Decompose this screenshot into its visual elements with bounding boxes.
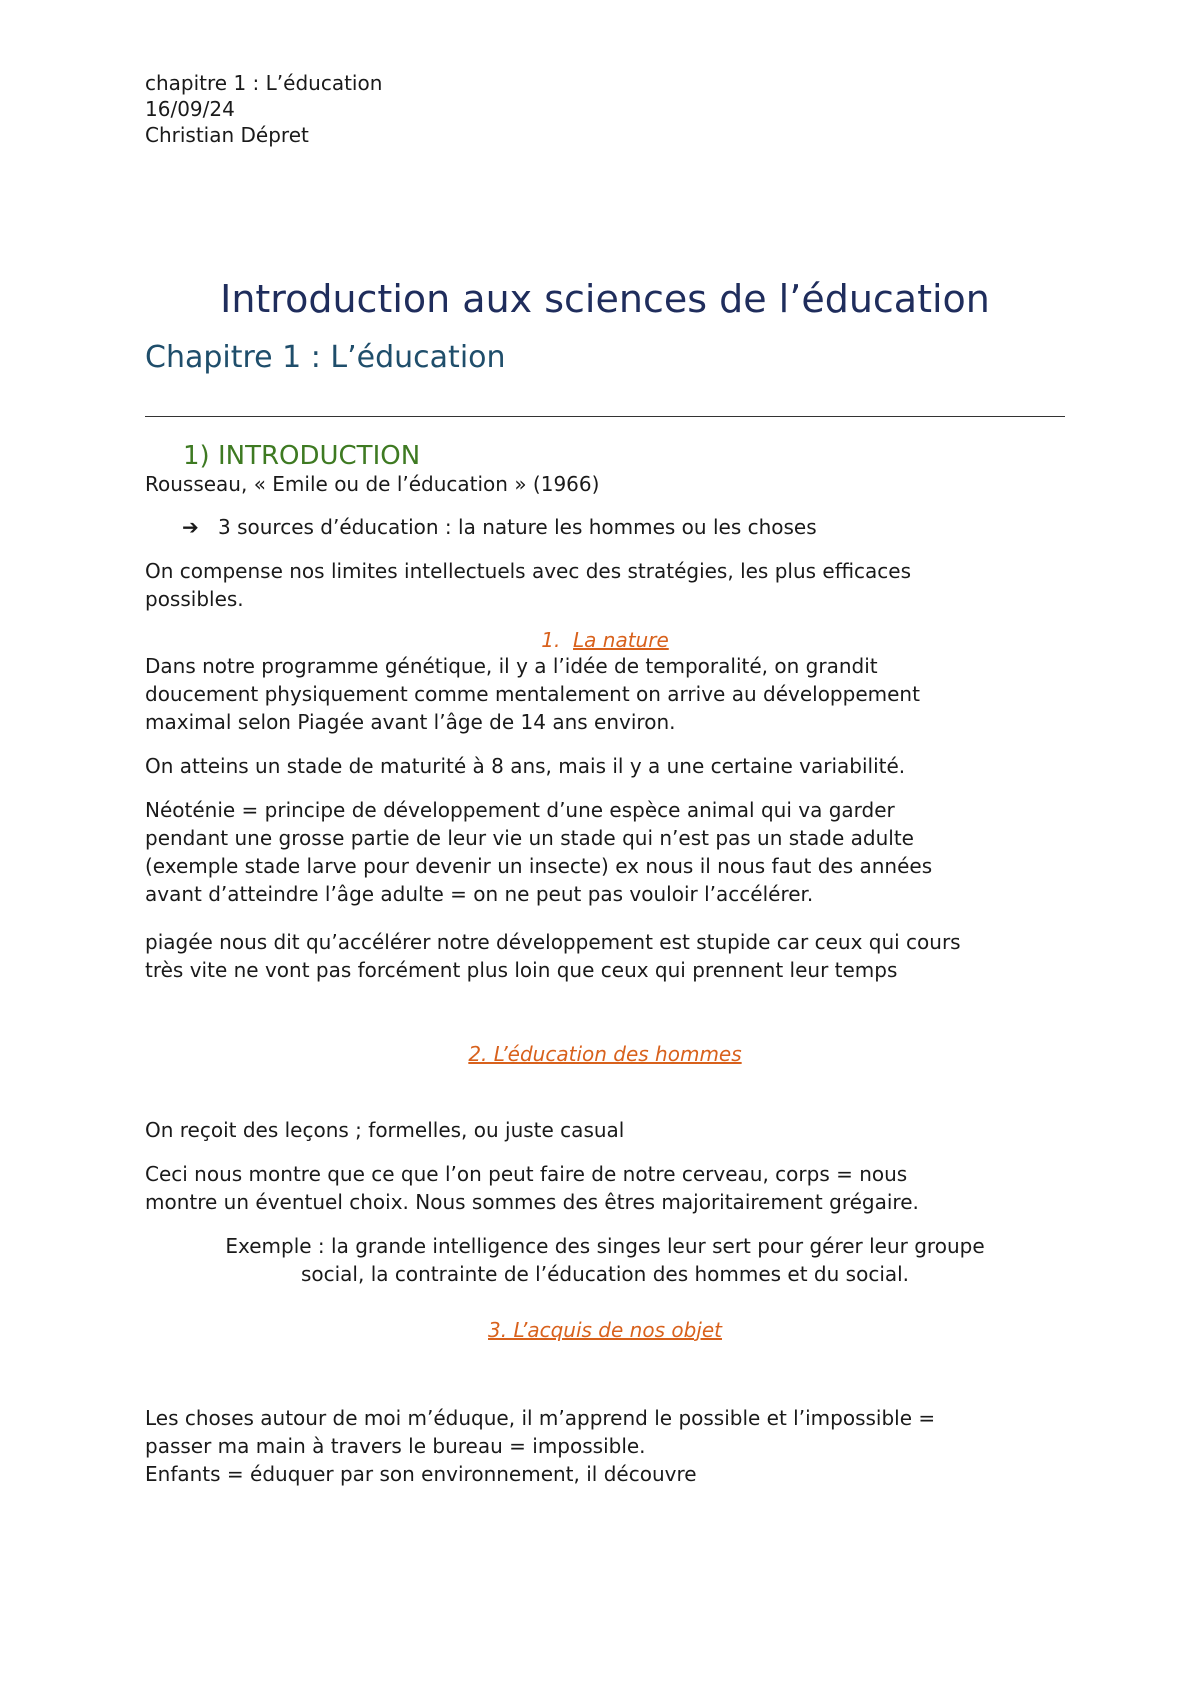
- subheading-la-nature: [145, 626, 1065, 654]
- text-line: Dans notre programme génétique, il y a l’idée de temporalité, on grandit: [145, 654, 878, 678]
- subheading-education-des-hommes: [145, 1040, 1065, 1068]
- text-line: possibles.: [145, 587, 244, 611]
- subheading-text: 3. L’acquis de nos objet: [488, 1318, 722, 1342]
- text-line: Les choses autour de moi m’éduque, il m’apprend le possible et l’impossible =: [145, 1406, 936, 1430]
- text-line: piagée nous dit qu’accélérer notre développement est stupide car ceux qui cours: [145, 930, 961, 954]
- hommes-paragraph-1: On reçoit des leçons ; formelles, ou juste casual: [145, 1118, 625, 1142]
- text-line: social, la contrainte de l’éducation des hommes et du social.: [300, 1262, 910, 1286]
- document-meta: [145, 70, 1065, 148]
- reference-line: Rousseau, « Emile ou de l’éducation » (1966): [145, 472, 600, 496]
- subheading-acquis-objets: [145, 1316, 1065, 1344]
- text-line: Exemple : la grande intelligence des singes leur sert pour gérer leur groupe: [225, 1234, 985, 1258]
- subheading-text: La nature: [573, 628, 669, 652]
- subheading-number: 1.: [541, 628, 561, 652]
- text-line: très vite ne vont pas forcément plus loin que ceux qui prennent leur temps: [145, 958, 898, 982]
- text-line: Enfants = éduquer par son environnement, il découvre: [145, 1462, 697, 1486]
- text-line: passer ma main à travers le bureau = impossible.: [145, 1434, 646, 1458]
- text-line: doucement physiquement comme mentalement on arrive au développement: [145, 682, 920, 706]
- text-line: avant d’atteindre l’âge adulte = on ne peut pas vouloir l’accélérer.: [145, 882, 814, 906]
- meta-chapter: chapitre 1 : L’éducation: [145, 71, 383, 95]
- horizontal-rule: [145, 416, 1065, 417]
- text-line: On compense nos limites intellectuels avec des stratégies, les plus efficaces: [145, 559, 912, 583]
- document-page: [145, 70, 1065, 1486]
- bullet-text: 3 sources d’éducation : la nature les hommes ou les choses: [218, 515, 817, 539]
- text-line: montre un éventuel choix. Nous sommes des êtres majoritairement grégaire.: [145, 1190, 919, 1214]
- text-line: (exemple stade larve pour devenir un insecte) ex nous il nous faut des années: [145, 854, 933, 878]
- nature-paragraph-2: On atteins un stade de maturité à 8 ans, mais il y a une certaine variabilité.: [145, 754, 906, 778]
- section-heading-introduction: 1) INTRODUCTION: [183, 441, 421, 471]
- text-line: Néoténie = principe de développement d’une espèce animal qui va garder: [145, 798, 895, 822]
- meta-author: Christian Dépret: [145, 123, 309, 147]
- bullet-item: [145, 513, 1065, 541]
- meta-date: 16/09/24: [145, 97, 235, 121]
- arrow-right-icon: ➔: [182, 515, 199, 539]
- text-line: Ceci nous montre que ce que l’on peut faire de notre cerveau, corps = nous: [145, 1162, 908, 1186]
- text-line: maximal selon Piagée avant l’âge de 14 ans environ.: [145, 710, 676, 734]
- document-title: Introduction aux sciences de l’éducation: [220, 277, 990, 321]
- text-line: pendant une grosse partie de leur vie un stade qui n’est pas un stade adulte: [145, 826, 914, 850]
- chapter-title: Chapitre 1 : L’éducation: [145, 340, 506, 375]
- subheading-text: 2. L’éducation des hommes: [468, 1042, 742, 1066]
